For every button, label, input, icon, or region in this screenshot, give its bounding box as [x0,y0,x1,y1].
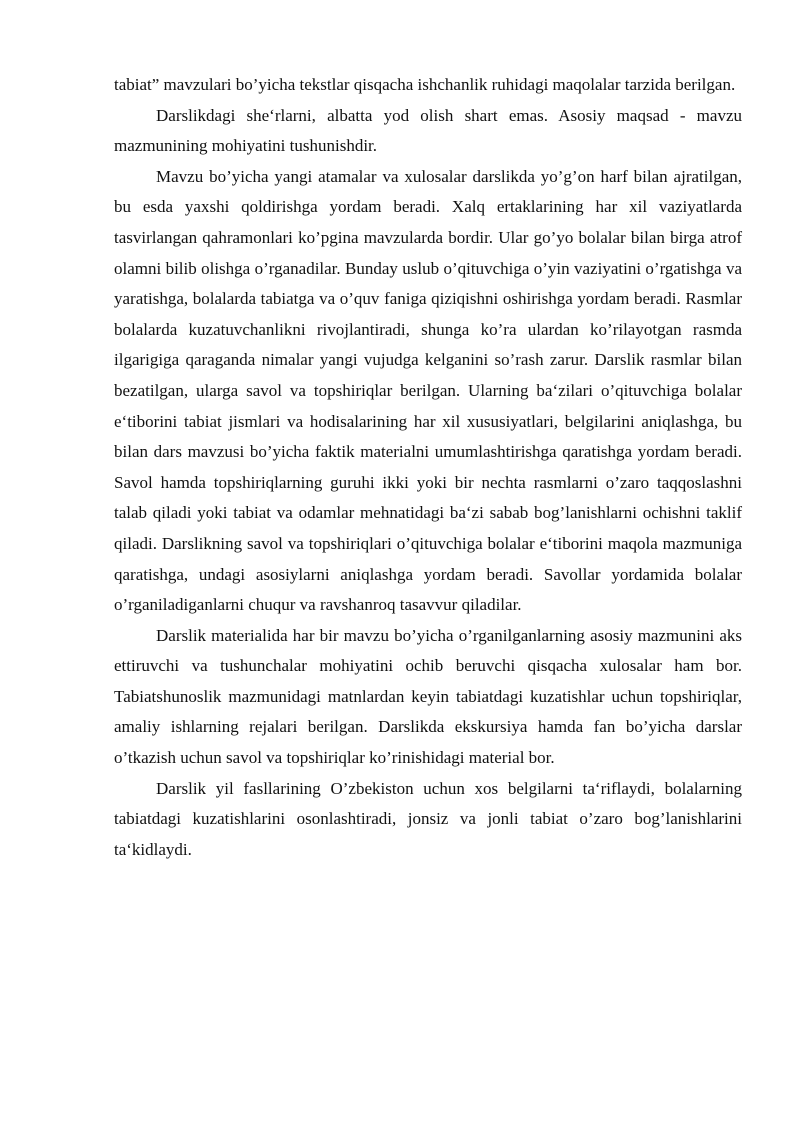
paragraph-3: Mavzu bo’yicha yangi atamalar va xulosalar darslikda yo’g’on harf bilan ajratilgan, bu esda yaxshi qoldirishga yordam beradi. Xalq ertaklarining har xil vaziyatlarda tasvirlangan qahramonlari ko’pgina mavzularda bordir. Ular go’yo bolalar bilan birga atrof olamni bilib olishga o’rganadilar. Bunday uslub o’qituvchiga o’yin vaziyatini o’rgatishga va yaratishga, bolalarda tabiatga va o’quv faniga qiziqishni oshirishga yordam beradi. Rasmlar bolalarda kuzatuvchanlikni rivojlantiradi, shunga ko’ra ulardan ko’rilayotgan rasmda ilgarigiga qaraganda nimalar yangi vujudga kelganini so’rash zarur. Darslik rasmlar bilan bezatilgan, ularga savol va topshiriqlar berilgan. Ularning ba‘zilari o’qituvchiga bolalar e‘tiborini tabiat jismlari va hodisalarining har xil xususiyatlari, belgilarini aniqlashga, bu bilan dars mavzusi bo’yicha faktik materialni umumlashtirishga qaratishga yordam beradi. Savol hamda topshiriqlarning guruhi ikki yoki bir nechta rasmlarni o’zaro taqqoslashni talab qiladi yoki tabiat va odamlar mehnatidagi ba‘zi sabab bog’lanishlarni ochishni taklif qiladi. Darslikning savol va topshiriqlari o’qituvchiga bolalar e‘tiborini maqola mazmuniga qaratishga, undagi asosiylarni aniqlashga yordam beradi. Savollar yordamida bolalar o’rganiladiganlarni chuqur va ravshanroq tasavvur qiladilar. [114,166,742,615]
paragraph-4: Darslik materialida har bir mavzu bo’yicha o’rganilganlarning asosiy mazmunini aks ettiruvchi va tushunchalar mohiyatini ochib beruvchi qisqacha xulosalar ham bor. Tabiatshunoslik mazmunidagi matnlardan keyin tabiatdagi kuzatishlar uchun topshiriqlar, amaliy ishlarning rejalari berilgan. Darslikda ekskursiya hamda fan bo’yicha darslar o’tkazish uchun savol va topshiriqlar ko’rinishidagi material bor. [114,625,742,768]
paragraph-2: Darslikdagi she‘rlarni, albatta yod olish shart emas. Asosiy maqsad - mavzu mazmunining mohiyatini tushunishdir. [114,105,742,156]
paragraph-1: tabiat” mavzulari bo’yicha tekstlar qisqacha ishchanlik ruhidagi maqolalar tarzida berilgan. [114,75,736,94]
document-page [114,70,742,865]
paragraph-5: Darslik yil fasllarining O’zbekiston uchun xos belgilarni ta‘riflaydi, bolalarning tabiatdagi kuzatishlarini osonlashtiradi, jonsiz va jonli tabiat o’zaro bog’lanishlarini ta‘kidlaydi. [114,778,742,859]
